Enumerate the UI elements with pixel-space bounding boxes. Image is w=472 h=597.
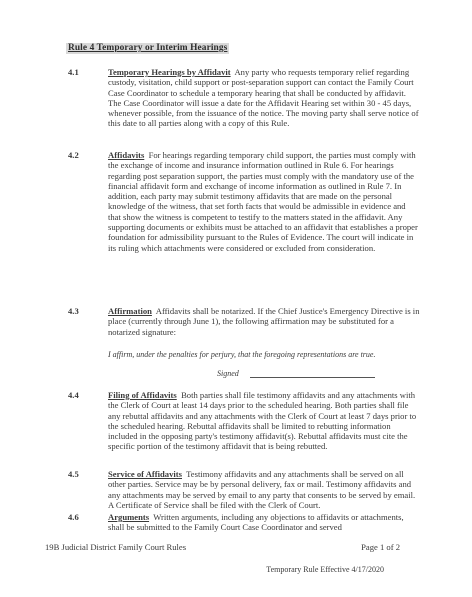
affirmation-statement: I affirm, under the penalties for perjury, that the foregoing representations are true. [108, 350, 376, 359]
section-body [108, 390, 420, 452]
footer-page-number: Page 1 of 2 [361, 542, 400, 552]
section-number: 4.5 [68, 469, 79, 479]
section-heading: Arguments [108, 512, 150, 522]
section-body [108, 469, 420, 510]
section-number: 4.1 [68, 67, 79, 77]
section-heading: Filing of Affidavits [108, 390, 177, 400]
section-text: Testimony affidavits and any attachments shall be served on all other parties. Service may be by personal delivery, fax or mail. Testimony affidavits and any attachments may be served by email to any party that consents to be served by email. A Certificate of Service shall be filed with the Clerk of Court. [108, 469, 416, 510]
section-text: Any party who requests temporary relief regarding custody, visitation, child support or post-separation support can contact the Family Court Case Coordinator to schedule a temporary hearing that shall be conducted by affidavit. The Case Coordinator will issue a date for the Affidavit Hearing set within 30 - 45 days, whenever possible, from the issuance of the notice. The moving party shall serve notice of this date to all parties along with a copy of this Rule. [108, 67, 419, 129]
section-body [108, 67, 420, 129]
section-number: 4.6 [68, 512, 79, 522]
footer-effective-date: Temporary Rule Effective 4/17/2020 [266, 565, 384, 574]
section-number: 4.4 [68, 390, 79, 400]
section-text: For hearings regarding temporary child support, the parties must comply with the exchange of income and insurance information outlined in Rule 6. For hearings regarding post separation support, the parties must comply with the mandatory use of the financial affidavit form and exchange of income information as outlined in Rule 7. In addition, each party may submit testimony affidavits that are made on the personal knowledge of the witness, that set forth facts that would be admissible in evidence and that show the witness is competent to testify to the matters stated in the affidavit. Any supporting documents or exhibits must be attached to an affidavit that establishes a proper foundation for admissibility pursuant to the Rules of Evidence. The court will indicate in its ruling which attachments were considered or excluded from consideration. [108, 150, 418, 253]
section-heading: Temporary Hearings by Affidavit [108, 67, 231, 77]
section-number: 4.2 [68, 150, 79, 160]
section-text: Affidavits shall be notarized. If the Chief Justice's Emergency Directive is in place (currently through June 1), the following affirmation may be substituted for a notarized signature: [108, 306, 420, 337]
section-number: 4.3 [68, 306, 79, 316]
section-text: Written arguments, including any objections to affidavits or attachments, shall be submitted to the Family Court Case Coordinator and served [108, 512, 404, 533]
signed-label: Signed [217, 369, 239, 378]
section-body [108, 150, 420, 253]
section-heading: Affidavits [108, 150, 145, 160]
section-heading: Affirmation [108, 306, 152, 316]
section-body [108, 512, 420, 533]
footer-court-name: 19B Judicial District Family Court Rules [45, 542, 187, 552]
section-heading: Service of Affidavits [108, 469, 182, 479]
section-text: Both parties shall file testimony affidavits and any attachments with the Clerk of Court at least 14 days prior to the scheduled hearing. Both parties shall file any rebuttal affidavits and any attachments with the Clerk of Court at least 7 days prior to the scheduled hearing. Rebuttal affidavits shall be limited to rebutting information included in the opposing party's testimony affidavit(s). Rebuttal affidavits must cite the specific portion of the testimony affidavit that is being rebutted. [108, 390, 417, 452]
rule-title: Rule 4 Temporary or Interim Hearings [68, 43, 228, 53]
section-body [108, 306, 420, 337]
signature-line [250, 377, 375, 378]
